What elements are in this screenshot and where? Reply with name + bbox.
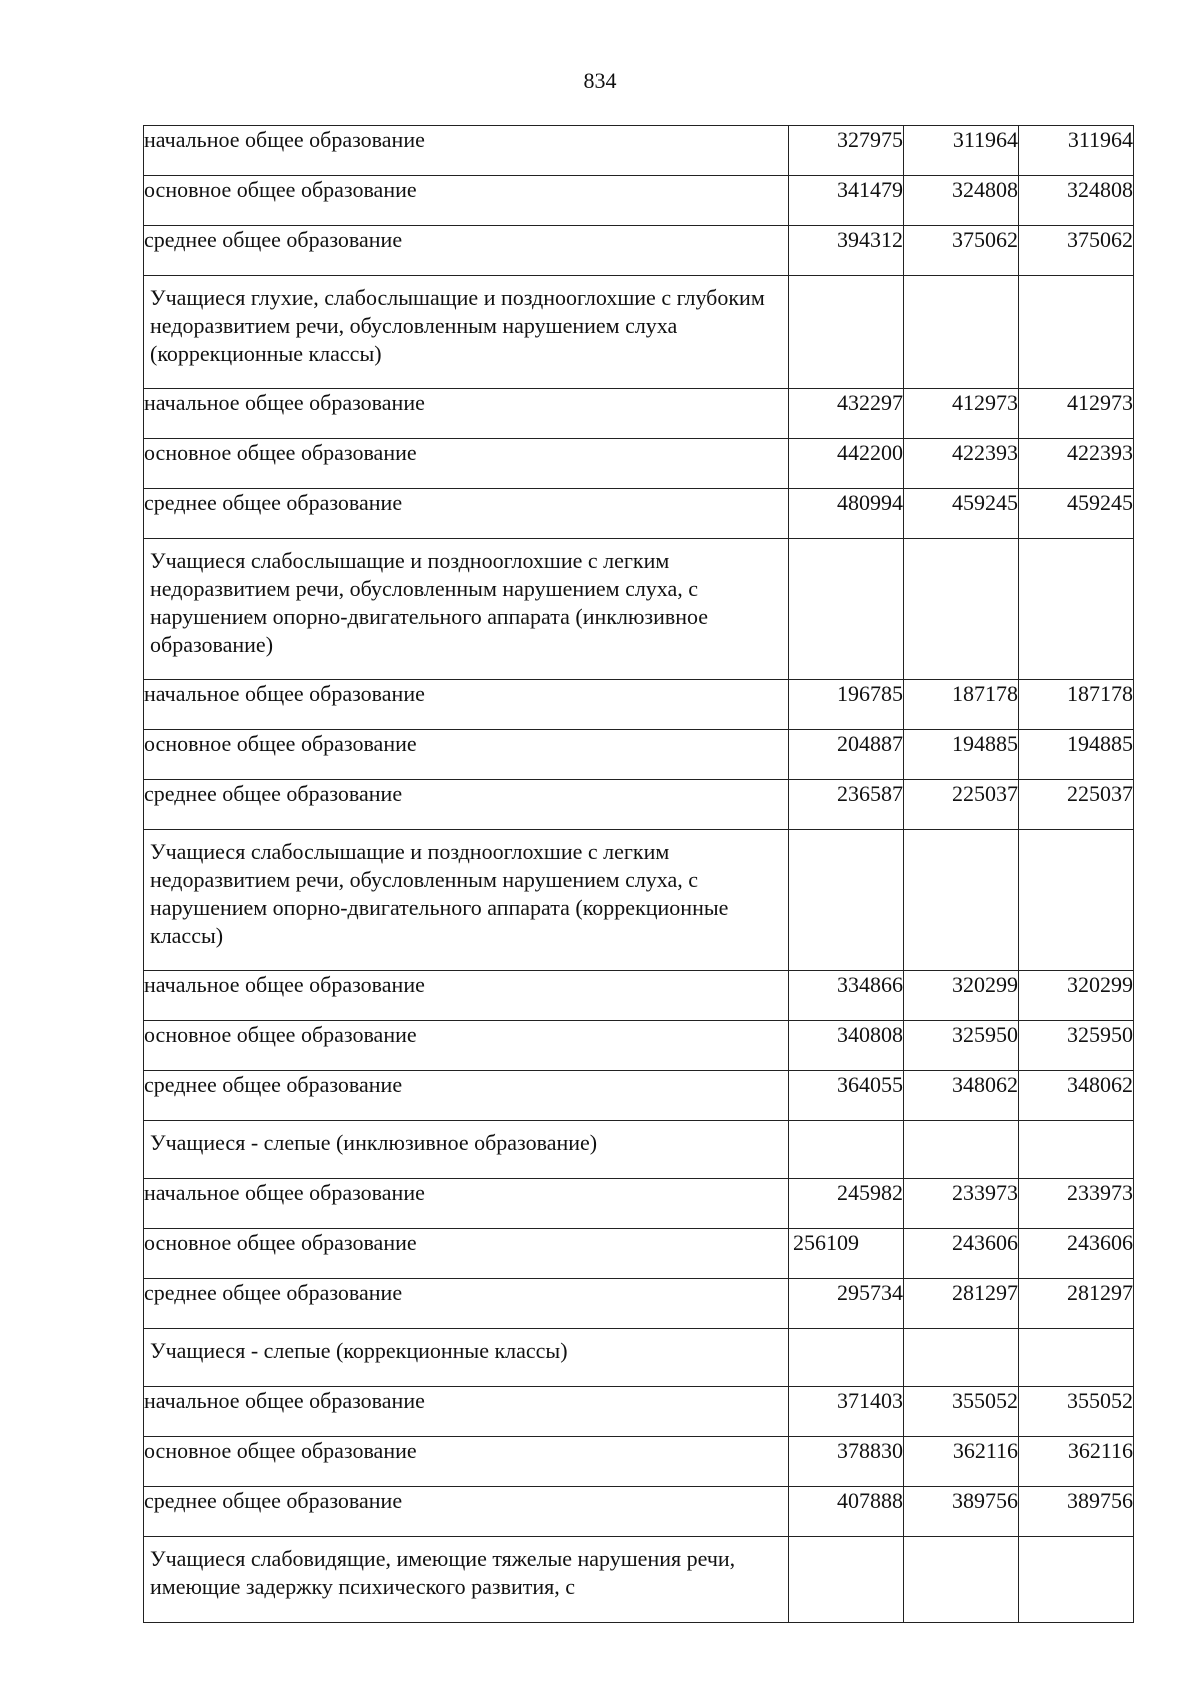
row-label: начальное общее образование	[144, 1387, 789, 1437]
value-col-1	[789, 1329, 904, 1387]
value-col-3: 375062	[1019, 226, 1134, 276]
row-label: начальное общее образование	[144, 126, 789, 176]
value-col-2: 324808	[904, 176, 1019, 226]
value-col-1: 256109	[789, 1229, 904, 1279]
value-col-2: 389756	[904, 1487, 1019, 1537]
value-col-2	[904, 1537, 1019, 1623]
table-row	[144, 489, 1134, 539]
value-col-1: 340808	[789, 1021, 904, 1071]
value-col-2	[904, 830, 1019, 971]
table-row	[144, 1071, 1134, 1121]
value-col-1	[789, 830, 904, 971]
table-row	[144, 1229, 1134, 1279]
value-col-2: 375062	[904, 226, 1019, 276]
value-col-1: 442200	[789, 439, 904, 489]
category-header: Учащиеся - слепые (инклюзивное образование)	[144, 1121, 789, 1179]
page-number: 834	[583, 68, 617, 93]
value-col-3: 281297	[1019, 1279, 1134, 1329]
value-col-1: 204887	[789, 730, 904, 780]
value-col-1: 327975	[789, 126, 904, 176]
row-label: основное общее образование	[144, 730, 789, 780]
value-col-2: 187178	[904, 680, 1019, 730]
value-col-1: 341479	[789, 176, 904, 226]
row-label: основное общее образование	[144, 176, 789, 226]
row-label: начальное общее образование	[144, 971, 789, 1021]
row-label: среднее общее образование	[144, 226, 789, 276]
row-label: начальное общее образование	[144, 389, 789, 439]
value-col-3	[1019, 1329, 1134, 1387]
value-col-1: 378830	[789, 1437, 904, 1487]
value-col-3	[1019, 276, 1134, 389]
row-label: основное общее образование	[144, 1229, 789, 1279]
value-col-3: 324808	[1019, 176, 1134, 226]
row-label: среднее общее образование	[144, 489, 789, 539]
value-col-3: 412973	[1019, 389, 1134, 439]
table-row	[144, 730, 1134, 780]
value-col-2	[904, 539, 1019, 680]
value-col-2: 355052	[904, 1387, 1019, 1437]
value-col-1: 364055	[789, 1071, 904, 1121]
cost-table	[143, 125, 1134, 1623]
value-col-3: 362116	[1019, 1437, 1134, 1487]
value-col-3: 355052	[1019, 1387, 1134, 1437]
value-col-3: 422393	[1019, 439, 1134, 489]
table-row	[144, 1021, 1134, 1071]
category-header: Учащиеся глухие, слабослышащие и позднооглохшие с глубоким недоразвитием речи, обусловленным нарушением слуха (коррекционные классы)	[144, 276, 789, 389]
table-row	[144, 126, 1134, 176]
value-col-2: 412973	[904, 389, 1019, 439]
row-label: среднее общее образование	[144, 1279, 789, 1329]
row-label: среднее общее образование	[144, 780, 789, 830]
value-col-1: 394312	[789, 226, 904, 276]
table-row	[144, 1537, 1134, 1623]
row-label: начальное общее образование	[144, 680, 789, 730]
table-row	[144, 971, 1134, 1021]
table-row	[144, 680, 1134, 730]
value-col-3	[1019, 1537, 1134, 1623]
value-col-3: 194885	[1019, 730, 1134, 780]
value-col-3: 320299	[1019, 971, 1134, 1021]
table-row	[144, 176, 1134, 226]
value-col-3: 311964	[1019, 126, 1134, 176]
value-col-1	[789, 1537, 904, 1623]
category-header: Учащиеся слабовидящие, имеющие тяжелые нарушения речи, имеющие задержку психического развития, с	[144, 1537, 789, 1623]
value-col-3: 389756	[1019, 1487, 1134, 1537]
value-col-1	[789, 1121, 904, 1179]
value-col-1: 196785	[789, 680, 904, 730]
value-col-2: 459245	[904, 489, 1019, 539]
table-row	[144, 1387, 1134, 1437]
table-row	[144, 539, 1134, 680]
row-label: начальное общее образование	[144, 1179, 789, 1229]
table-row	[144, 226, 1134, 276]
table-row	[144, 389, 1134, 439]
value-col-3: 225037	[1019, 780, 1134, 830]
value-col-1: 480994	[789, 489, 904, 539]
table-row	[144, 439, 1134, 489]
value-col-3: 243606	[1019, 1229, 1134, 1279]
value-col-2	[904, 1121, 1019, 1179]
value-col-3: 348062	[1019, 1071, 1134, 1121]
row-label: среднее общее образование	[144, 1487, 789, 1537]
value-col-2: 243606	[904, 1229, 1019, 1279]
value-col-2	[904, 276, 1019, 389]
value-col-3	[1019, 539, 1134, 680]
table-row	[144, 276, 1134, 389]
table-row	[144, 1329, 1134, 1387]
table-row	[144, 830, 1134, 971]
value-col-3	[1019, 830, 1134, 971]
value-col-2: 362116	[904, 1437, 1019, 1487]
value-col-2: 320299	[904, 971, 1019, 1021]
value-col-2: 311964	[904, 126, 1019, 176]
value-col-3: 325950	[1019, 1021, 1134, 1071]
table-row	[144, 1179, 1134, 1229]
table-row	[144, 1487, 1134, 1537]
table-row	[144, 1121, 1134, 1179]
category-header: Учащиеся слабослышащие и позднооглохшие с легким недоразвитием речи, обусловленным нарушением слуха, с нарушением опорно-двигательного аппарата (коррекционные классы)	[144, 830, 789, 971]
value-col-3	[1019, 1121, 1134, 1179]
value-col-1	[789, 276, 904, 389]
value-col-2: 348062	[904, 1071, 1019, 1121]
row-label: основное общее образование	[144, 1437, 789, 1487]
value-col-2: 281297	[904, 1279, 1019, 1329]
value-col-1: 295734	[789, 1279, 904, 1329]
value-col-2: 422393	[904, 439, 1019, 489]
table-row	[144, 1279, 1134, 1329]
value-col-3: 459245	[1019, 489, 1134, 539]
value-col-2: 325950	[904, 1021, 1019, 1071]
category-header: Учащиеся - слепые (коррекционные классы)	[144, 1329, 789, 1387]
value-col-2: 225037	[904, 780, 1019, 830]
table-row	[144, 780, 1134, 830]
row-label: основное общее образование	[144, 1021, 789, 1071]
category-header: Учащиеся слабослышащие и позднооглохшие с легким недоразвитием речи, обусловленным нарушением слуха, с нарушением опорно-двигательного аппарата (инклюзивное образование)	[144, 539, 789, 680]
value-col-1: 407888	[789, 1487, 904, 1537]
value-col-3: 233973	[1019, 1179, 1134, 1229]
value-col-2	[904, 1329, 1019, 1387]
table-row	[144, 1437, 1134, 1487]
value-col-1: 236587	[789, 780, 904, 830]
value-col-2: 233973	[904, 1179, 1019, 1229]
row-label: основное общее образование	[144, 439, 789, 489]
value-col-1: 334866	[789, 971, 904, 1021]
value-col-1: 245982	[789, 1179, 904, 1229]
value-col-2: 194885	[904, 730, 1019, 780]
value-col-1: 432297	[789, 389, 904, 439]
row-label: среднее общее образование	[144, 1071, 789, 1121]
value-col-3: 187178	[1019, 680, 1134, 730]
value-col-1	[789, 539, 904, 680]
value-col-1: 371403	[789, 1387, 904, 1437]
